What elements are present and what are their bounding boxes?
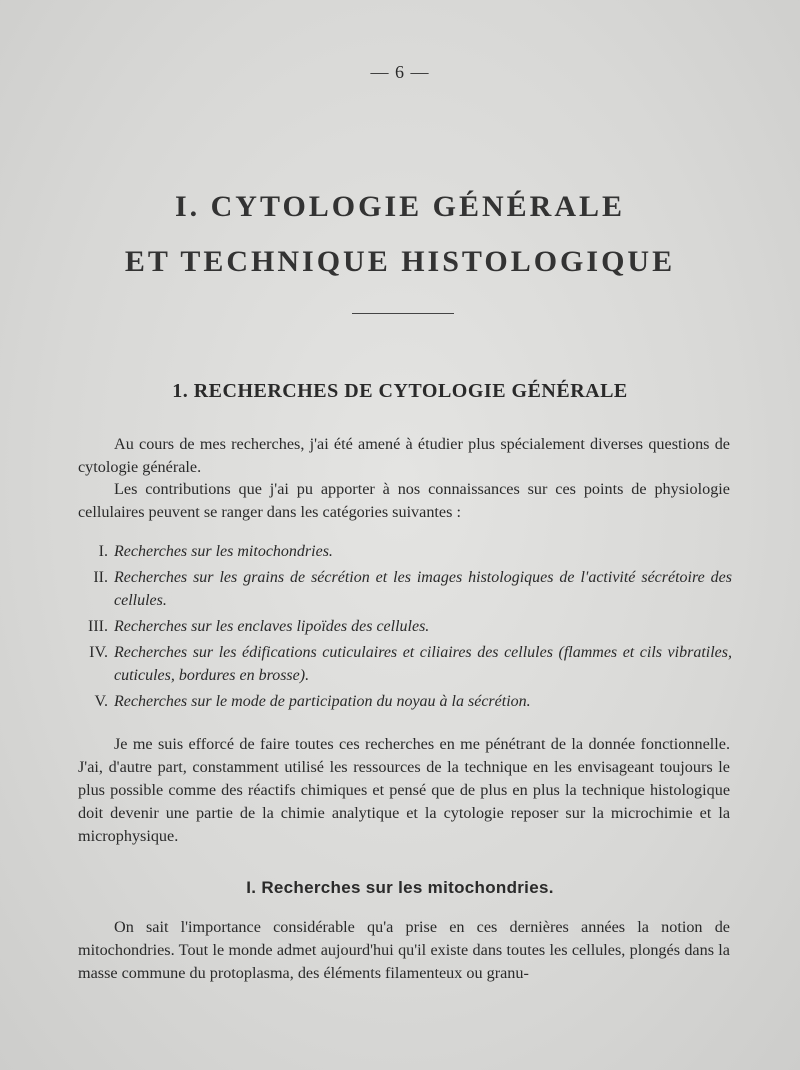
- list-numeral: IV.: [89, 644, 108, 661]
- list-numeral: II.: [93, 569, 108, 586]
- sub-heading: I. Recherches sur les mitochondries.: [246, 878, 554, 897]
- list-item-text: Recherches sur les mitochondries.: [114, 543, 333, 560]
- list-item-text: Recherches sur les enclaves lipoïdes des cellules.: [114, 618, 430, 635]
- main-title-line-2: ET TECHNIQUE HISTOLOGIQUE: [124, 245, 676, 278]
- research-categories-list: [70, 540, 732, 716]
- list-item: [70, 690, 732, 713]
- list-numeral: III.: [88, 618, 108, 635]
- list-item-text: Recherches sur le mode de participation du noyau à la sécrétion.: [114, 693, 531, 710]
- title-divider: [352, 313, 454, 314]
- list-item: [70, 641, 732, 687]
- method-paragraph: Je me suis efforcé de faire toutes ces recherches en me pénétrant de la donnée fonctionnelle. J'ai, d'autre part, constamment utilisé les ressources de la technique en les envisageant toujours le plus possible comme des réactifs chimiques et pensé que de plus en plus la technique histologique doit devenir une partie de la chimie analytique et la cytologie reposer sur la microchimie et la microphysique.: [78, 735, 730, 845]
- intro-paragraph-2: Les contributions que j'ai pu apporter à nos connaissances sur ces points de physiologie cellulaires peuvent se ranger dans les catégories suivantes :: [78, 480, 730, 521]
- list-numeral: I.: [98, 543, 108, 560]
- list-item-text: Recherches sur les édifications cuticulaires et ciliaires des cellules (flammes et cils vibratiles, cuticules, bordures en brosse).: [114, 644, 732, 684]
- intro-paragraph-1: Au cours de mes recherches, j'ai été amené à étudier plus spécialement diverses questions de cytologie générale.: [78, 435, 730, 476]
- list-item: [70, 566, 732, 612]
- list-item: [70, 540, 732, 563]
- page-number: — 6 —: [370, 62, 430, 82]
- list-numeral: V.: [94, 693, 108, 710]
- main-title-line-1: I. CYTOLOGIE GÉNÉRALE: [174, 190, 626, 223]
- section-heading: 1. RECHERCHES DE CYTOLOGIE GÉNÉRALE: [172, 380, 628, 402]
- list-item-text: Recherches sur les grains de sécrétion et les images histologiques de l'activité sécrétoire des cellules.: [114, 569, 732, 609]
- list-item: [70, 615, 732, 638]
- mitochondria-paragraph: On sait l'importance considérable qu'a prise en ces dernières années la notion de mitochondries. Tout le monde admet aujourd'hui qu'il existe dans toutes les cellules, plongés dans la masse commune du protoplasma, des éléments filamenteux ou granu-: [78, 918, 730, 982]
